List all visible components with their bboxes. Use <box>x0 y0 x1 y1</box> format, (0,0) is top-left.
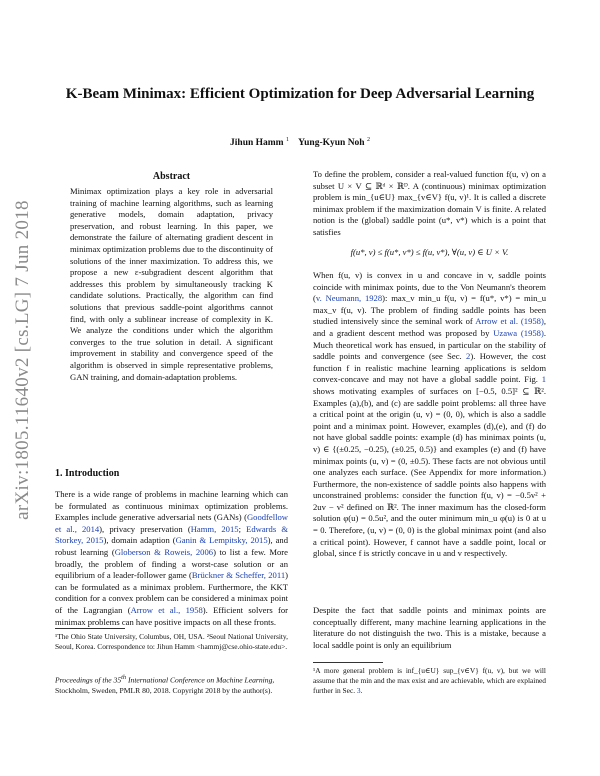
text-run: There is a wide range of problems in machine learning which can be formulated as continuous minimax optimization problems. Examples include generative adversarial nets (GANs) ( <box>55 489 288 523</box>
citation-link[interactable]: Globerson & Roweis, 2006 <box>114 546 214 557</box>
citation-link[interactable]: Uzawa (1958) <box>493 327 544 338</box>
paper-title: K-Beam Minimax: Efficient Optimization for Deep Adversarial Learning <box>65 86 535 102</box>
right-paragraph-1: To define the problem, consider a real-valued function f(u, v) on a subset U × V ⊆ ℝᵈ × ℝᴰ. A (continuous) minimax optimization problem is min_{u∈U} max_{v∈V} f(u, v)¹. It is called a discrete minimax problem if the maximization domain V is finite. A related notion is the (global) saddle point (u*, v*) which is a point that satisfies <box>313 169 546 237</box>
text-run: ), and robust learning ( <box>55 535 289 557</box>
section-link[interactable]: 3 <box>356 685 361 695</box>
text-run: ; <box>238 523 247 534</box>
abstract-body: Minimax optimization plays a key role in adversarial training of machine learning algorithms, such as learning generative models, domain adaptation, privacy preservation, and robust learning. In this paper, we demonstrate the failure of alternating gradient descent in minimax optimization problems due to the discontinuity of solutions of the inner maximization. To address this, we propose a new ε-subgradient descent algorithm that addresses this problem by simultaneously tracking K candidate solutions. Practically, the algorithm can find solutions that previous saddle-point algorithms cannot find, with only a sublinear increase of complexity in K. We analyze the conditions under which the algorithm converges to the true solution in detail. A significant improvement in stability and convergence speed of the algorithm is observed in simple representative problems, GAN training, and domain-adaptation problems. <box>70 186 273 382</box>
text-run: When f(u, v) is convex in u and concave in v, saddle points coincide with minimax points, due to the Von Neumann's theorem ( <box>313 270 546 304</box>
author-name: Jihun Hamm <box>230 138 284 149</box>
citation-link[interactable]: Edwards & Storkey, 2015 <box>55 523 289 546</box>
author-affiliation-mark: 2 <box>366 137 370 143</box>
arxiv-identifier <box>8 150 38 570</box>
section-link[interactable]: 2 <box>466 351 471 362</box>
text-run: , Stockholm, Sweden, PMLR 80, 2018. Copyright 2018 by the author(s). <box>55 675 275 695</box>
citation-link[interactable]: Hamm, 2015 <box>190 523 239 534</box>
abstract-heading: Abstract <box>152 171 191 182</box>
footnote-divider <box>55 628 125 629</box>
figure-link[interactable]: 1 <box>541 374 546 385</box>
citation-link[interactable]: Arrow et al. (1958) <box>475 316 544 327</box>
citation-link[interactable]: v. Neumann, 1928 <box>315 293 383 304</box>
author-affiliation-mark: 1 <box>285 137 289 143</box>
right-paragraph-2 <box>313 270 546 560</box>
text-run: ) can be formulated as a minimax problem. Furthermore, the KKT condition for a convex problem can be considered a minimax point of the Lagrangian ( <box>55 570 288 615</box>
author-list <box>60 137 540 148</box>
section-heading-introduction: 1. Introduction <box>55 468 120 479</box>
introduction-paragraph <box>55 489 288 628</box>
text-run: ). Efficient solvers for minimax problems can have positive impacts on all these fronts. <box>55 604 288 627</box>
proceedings-note <box>55 673 288 696</box>
citation-link[interactable]: Brückner & Scheffer, 2011 <box>191 570 286 581</box>
text-run: ¹A more general problem is inf_{u∈U} sup_{v∈V} f(u, v), but we will assume that the min and the max exist and are achievable, which are explained further in Sec. <box>313 666 546 695</box>
affiliation-footnote: ¹The Ohio State University, Columbus, OH, USA. ²Seoul National University, Seoul, Korea. Correspondence to: Jihun Hamm <hammj@cse.ohio-state.edu>. <box>55 632 288 651</box>
text-run: International Conference on Machine Learning <box>126 675 273 685</box>
text-run: ). However, the cost function f in realistic machine learning applications is seldom convex-concave and may not have a global saddle point. Fig. <box>313 351 546 385</box>
text-run: . <box>360 685 363 695</box>
text-run: , and a gradient descent method was proposed by <box>313 316 546 338</box>
citation-link[interactable]: Goodfellow et al., 2014 <box>55 512 288 534</box>
text-run: ), privacy preservation ( <box>99 523 191 534</box>
text-run: th <box>121 674 127 681</box>
footnote-divider <box>313 662 383 663</box>
text-run: ): max_v min_u f(u, v) = f(u*, v*) = min_u max_v f(u, v). The problem of finding saddle points has been studied intensively since the seminal work of <box>313 293 546 327</box>
minimax-footnote <box>313 666 546 695</box>
right-paragraph-3: Despite the fact that saddle points and minimax points are conceptually different, many machine learning applications in the literature do not distinguish the two. This is a mistake, because a local saddle point is only an equilibrium <box>313 605 546 650</box>
text-run: ) to list a few. More broadly, the problem of finding a worst-case solution or an equilibrium of a leader-follower game ( <box>55 546 288 581</box>
saddle-point-equation: f(u*, v) ≤ f(u*, v*) ≤ f(u, v*), ∀(u, v) ∈ U × V. <box>350 247 509 257</box>
text-run: shows motivating examples of surfaces on [−0.5, 0.5]² ⊆ ℝ². Examples (a),(b), and (c) are saddle point problems: all three have a critical point at the origin (u, v) = (0, 0), which is also a saddle point and a minimax point. However, examples (d),(e), and (f) do not have global saddle points: example (d) has minimax points (u, v) ∈ {(±0.25, −0.25), (±0.25, 0.5)} and examples (e) and (f) have minimax points (u, v) = (0, ±0.5). These facts are not obvious until one analyzes each surface. (See Appendix for more information.) Furthermore, the non-existence of saddle points also happens with unconstrained problems: consider the function f(u, v) = −0.5v² + 2uv − v² defined on ℝ². The inner maximum has the closed-form solution φ(u) = 0.5u², and the outer minimum min_u φ(u) is 0 at u = 0. Therefore, (u, v) = (0, 0) is the global minimax point (and also a critical point). However, f cannot have a saddle point, local or global, since f is strictly concave in u and v respectively. <box>313 385 546 559</box>
citation-link[interactable]: Arrow et al., 1958 <box>130 604 203 615</box>
text-run: ), domain adaption ( <box>103 535 176 546</box>
text-run: Proceedings of the 35 <box>55 675 122 685</box>
author-name: Yung-Kyun Noh <box>298 138 365 149</box>
text-run: . Much theoretical work has ensued, in particular on the stability of saddle points and convergence (see Sec. <box>313 327 546 362</box>
arxiv-identifier-text: arXiv:1805.11640v2 [cs.LG] 7 Jun 2018 <box>12 200 34 520</box>
citation-link[interactable]: Ganin & Lempitsky, 2015 <box>175 535 268 546</box>
